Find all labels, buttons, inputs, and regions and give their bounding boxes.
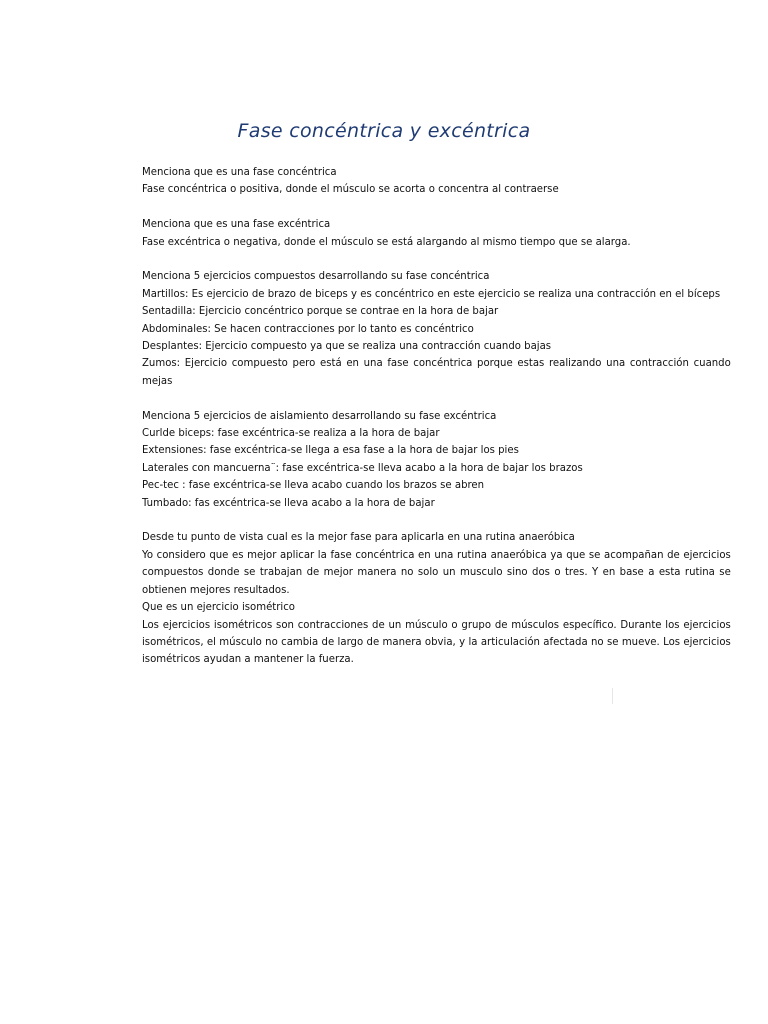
question-heading: Menciona 5 ejercicios de aislamiento desarrollando su fase excéntrica [142,408,497,422]
document-title: Fase concéntrica y excéntrica [237,120,531,142]
section-eccentric-definition [142,215,731,250]
answer-line: Laterales con mancuerna¨: fase excéntrica-se lleva acabo a la hora de bajar los brazos [142,460,583,474]
answer-line: Abdominales: Se hacen contracciones por lo tanto es concéntrico [142,321,474,335]
section-best-phase [142,528,731,667]
answer-line: Desplantes: Ejercicio compuesto ya que se realiza una contracción cuando bajas [142,339,552,353]
question-heading: Desde tu punto de vista cual es la mejor fase para aplicarla en una rutina anaeróbica [142,530,575,544]
question-heading: Que es un ejercicio isométrico [142,600,296,614]
section-isolation-exercises [142,407,731,511]
answer-line: Fase excéntrica o negativa, donde el músculo se está alargando al mismo tiempo que se alarga. [142,234,631,248]
answer-paragraph: Los ejercicios isométricos son contracciones de un músculo o grupo de músculos específico. Durante los ejercicios isométricos, el músculo no cambia de largo de manera obvia, y la articulación afectada no se mueve. Los ejercicios isométricos ayudan a mantener la fuerza. [142,617,731,666]
section-compound-exercises [142,267,731,389]
document-body [142,163,731,685]
answer-line: Extensiones: fase excéntrica-se llega a esa fase a la hora de bajar los pies [142,443,519,457]
answer-line: Tumbado: fas excéntrica-se lleva acabo a la hora de bajar [142,495,435,509]
answer-line: Fase concéntrica o positiva, donde el músculo se acorta o concentra al contraerse [142,182,559,196]
question-heading: Menciona que es una fase concéntrica [142,165,337,178]
faint-vertical-mark [612,688,613,704]
answer-line: Curlde biceps: fase excéntrica-se realiza a la hora de bajar [142,426,440,440]
question-heading: Menciona 5 ejercicios compuestos desarrollando su fase concéntrica [142,269,490,283]
answer-line: Pec-tec : fase excéntrica-se lleva acabo cuando los brazos se abren [142,478,485,492]
section-concentric-definition [142,163,731,198]
question-heading: Menciona que es una fase excéntrica [142,217,331,231]
answer-line: Martillos: Es ejercicio de brazo de biceps y es concéntrico en este ejercicio se realiza una contracción en el bíceps [142,286,721,300]
answer-line: Sentadilla: Ejercicio concéntrico porque se contrae en la hora de bajar [142,304,499,318]
answer-line: Zumos: Ejercicio compuesto pero está en una fase concéntrica porque estas realizando una contracción cuando mejas [142,356,731,387]
answer-paragraph: Yo considero que es mejor aplicar la fase concéntrica en una rutina anaeróbica ya que se acompañan de ejercicios compuestos donde se trabajan de mejor manera no solo un musculo sino dos o tres. Y en base a esta rutina se obtienen mejores resultados. [142,547,731,596]
